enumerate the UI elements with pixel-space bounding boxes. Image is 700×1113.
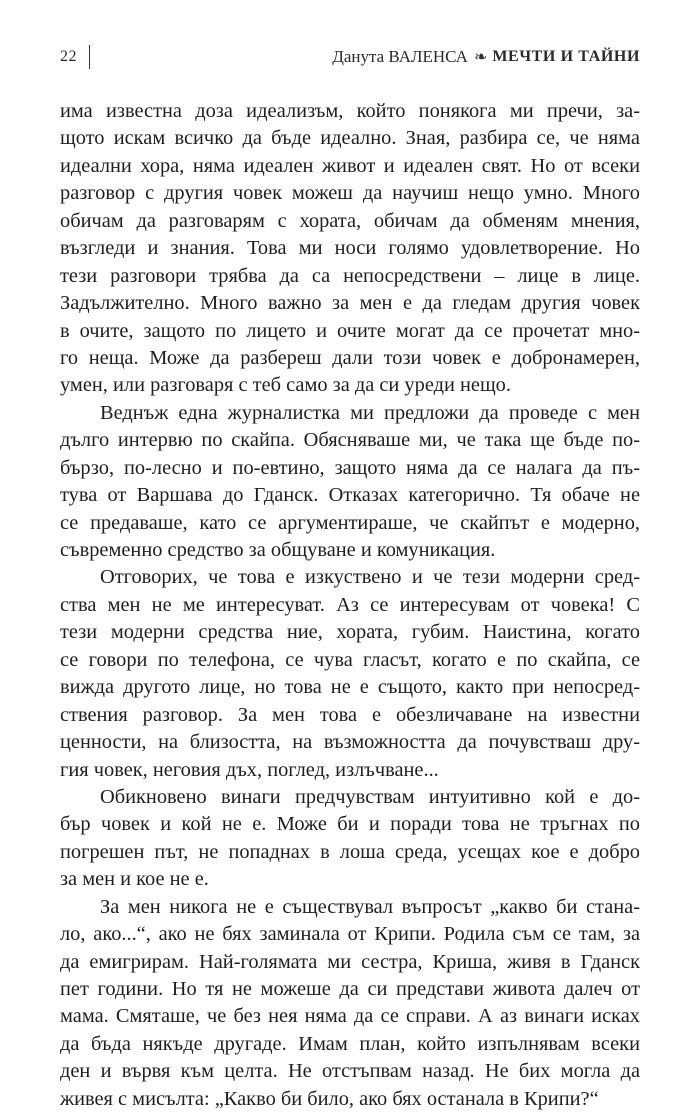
text-line: в очите, защото по лицето и очите могат да се прочетат мно- — [60, 319, 640, 342]
text-line: бързо, по-лесно и по-евтино, защото няма да се налага да пъ- — [60, 456, 640, 479]
text-line: ло, ако...“, ако не бях заминала от Крипи. Родила съм се там, за — [60, 923, 640, 946]
paragraph — [60, 894, 640, 1113]
paragraph — [60, 400, 640, 565]
text-line: умен, или разговаря с теб само за да си уреди нещо. — [60, 374, 511, 397]
text-line: ценности, на близостта, на възможността да почувстваш дру- — [60, 731, 640, 754]
folio-divider — [89, 45, 90, 69]
folio-group — [60, 45, 90, 69]
text-line: се говори по телефона, се чува гласът, когато е по скайпа, се — [60, 648, 640, 671]
text-line: Обикновено винаги предчувствам интуитивно кой е до- — [100, 785, 640, 808]
text-line: да бъда някъде другаде. Имам план, който изпълнявам всеки — [60, 1032, 640, 1055]
text-line: вижда другото лице, но това не е същото, както при непосред- — [60, 676, 640, 699]
text-line: идеални хора, няма идеален живот и идеален свят. Но от всеки — [60, 154, 640, 177]
text-line: има известна доза идеализъм, който понякога ми пречи, за- — [60, 100, 640, 122]
text-line: Отговорих, че това е изкуствено и че тези модерни сред- — [100, 566, 640, 589]
paragraph — [60, 564, 640, 784]
text-line: възгледи и знания. Това ми носи голямо удовлетворение. Но — [60, 237, 640, 260]
text-line: го неща. Може да разбереш дали този човек е добронамерен, — [60, 346, 640, 369]
text-line: разговор с другия човек можеш да научиш нещо умно. Много — [60, 182, 640, 205]
text-line: Веднъж една журналистка ми предложи да проведе с мен — [100, 401, 640, 424]
text-line: тези модерни средства ние, хората, губим. Наистина, когато — [60, 621, 640, 644]
text-line: за мен и кое не е. — [60, 868, 209, 891]
text-line: щото искам всичко да бъде идеално. Зная, разбира се, че няма — [60, 127, 640, 150]
running-title-group — [332, 47, 640, 67]
author-name: Данута ВАЛЕНСА — [332, 47, 468, 66]
paragraph — [60, 98, 640, 400]
text-line: ствения разговор. За мен това е обезличаване на известни — [60, 703, 640, 726]
text-line: мама. Смяташе, че без нея няма да се справи. А аз винаги исках — [60, 1005, 640, 1028]
text-line: да емигрирам. Най-голямата ми сестра, Криша, живя в Гданск — [60, 950, 640, 973]
text-line: тези разговори трябва да са непосредствени – лице в лице. — [60, 264, 640, 287]
running-head — [60, 44, 640, 70]
text-line: дълго интервю по скайпа. Обясняваше ми, че така ще бъде по- — [60, 429, 640, 452]
text-line: съвременно средство за общуване и комуникация. — [60, 539, 496, 561]
text-line: гия човек, неговия дъх, поглед, излъчване... — [60, 758, 439, 781]
text-line: ства мен не ме интересуват. Аз се интересувам от човека! С — [60, 593, 640, 616]
page-number: 22 — [60, 48, 77, 65]
text-line: бър човек и кой не е. Може би и поради това не тръгнах по — [60, 813, 640, 836]
text-line: пет години. Но тя не можеше да си представи живота далеч от — [60, 978, 640, 1000]
book-title: МЕЧТИ И ТАЙНИ — [492, 48, 640, 65]
text-line: живея с мисълта: „Какво би било, ако бях останала в Крипи?“ — [60, 1087, 599, 1110]
text-line: тува от Варшава до Гданск. Отказах категорично. Тя обаче не — [60, 484, 640, 507]
fleuron-icon: ❧ — [473, 49, 488, 66]
paragraph — [60, 784, 640, 894]
text-line: обичам да разговарям с хората, обичам да обменям мнения, — [60, 209, 640, 232]
text-line: погрешен път, не попаднах в лоша среда, усещах кое е добро — [60, 840, 640, 863]
text-line: Задължително. Много важно за мен е да гледам другия човек — [60, 292, 640, 315]
body-text — [60, 98, 640, 1113]
text-line: ден и вървя към целта. Не отстъпвам назад. Не бих могла да — [60, 1060, 640, 1083]
text-line: се предаваше, като се аргументираше, че скайпът е модерно, — [60, 511, 640, 534]
text-line: За мен никога не е съществувал въпросът „какво би стана- — [100, 895, 640, 918]
